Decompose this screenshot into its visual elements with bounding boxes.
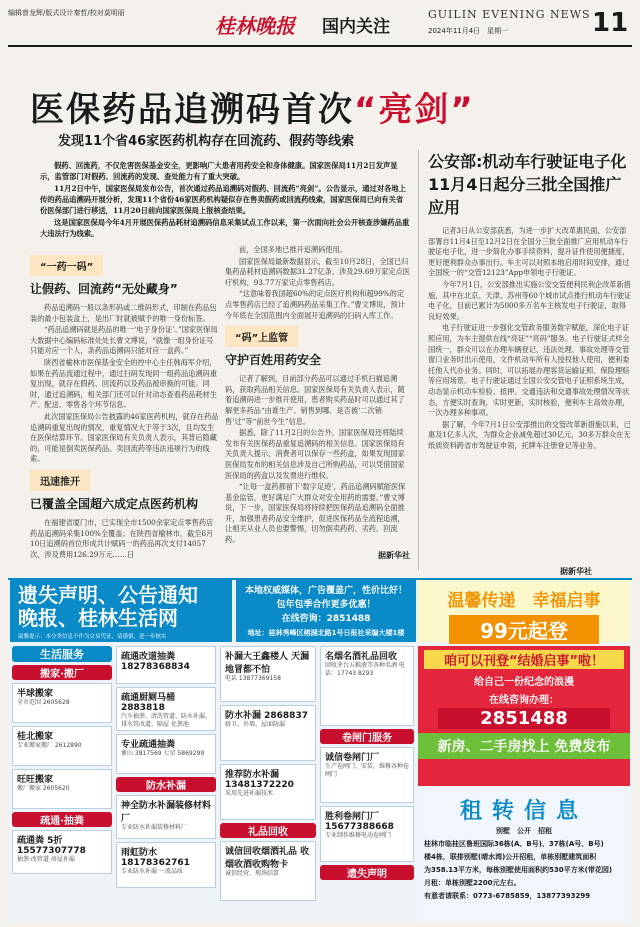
ad-detail: 专业防水补漏装修材料厂 [121,824,188,831]
ad-column-2 [116,646,216,888]
banner-notice: 温馨提示：本分类信息不作为交易凭证，请谨慎，进一步核实 [18,634,167,640]
ad-title: 半球搬家 [17,689,54,699]
lead-paragraph: 11月2日中午，国家医保局发布公告，首次通过药品追溯码对假药、回流药“亮剑”。公告显示，通过对各地上传的药品追溯码开展分析，发现11个省份46家医药机构疑似存在售卖假药或回流药线索，国家医保局已向有关省份医保部门进行移送，11月20日前向国家医保局上报核查结果。 [40,184,406,215]
ad-detail: 象山 3817569 七星 5869299 [121,750,205,757]
ad-card [320,646,414,726]
banner-address: 地址：桂林秀峰区榕湖北路1号日报社采编大楼1楼 [247,629,405,637]
editor-credits [8,6,125,18]
paragraph: 据了解，今年7月1日公安部推出的交管改革新措施以来，已惠及1亿多人次，为群众企业减免超过30亿元，30多万群众在无纸质资料跨省市驾驶证申领，托牌车注册登记等业务。 [428,419,631,450]
ad-detail: 采用先进补漏技术 [225,790,274,797]
ad-card [320,747,414,803]
banner-line: 本地权威媒体，广告覆盖广，性价比好！ [244,586,407,596]
classified-banner [10,580,232,642]
paragraph: 在福建省厦门市，已实现全市1500余家定点零售药店药品追溯码采集100%全覆盖；在陕西省榆林市，截至6月10日追溯码首位形成共计赋码一的药品再次支付14057次，涉及费用126.29万元……日 [30,517,214,559]
wedding-ad [418,646,630,786]
paragraph: 据悉，除了11月2日的公告外，国家医保局还将陆续发布有关医保药品重复追溯码的相关信息。国家医保局有关负责人提示，消费者可以保存一些药盒，如果发现国家医保局发布的相关信息涉及自己所购药品，可以凭借国家医保局的药盒以及发票进行维权。 [225,428,405,480]
wedding-line: 给自己一份纪念的浪漫 [474,677,574,688]
banner-line: 遗失声明、公告通知 [18,583,198,607]
page-number: 11 [592,8,629,38]
paragraph: 记者3日从公安部获悉，为进一步扩大改革惠民面，公安部部署自11月4日至12月2日在全国分三批全面推广应用机动车行驶证电子化，进一步简化办事手续资料，提升证件使用便捷度，更好便利群众办事出行。车主可以对照本地启用时间安排，通过全国统一的“交管12123”App申领电子行驶证。 [428,226,630,278]
side-article-title: 公安部:机动车行驶证电子化11月4日起分三批全国推广应用 [428,152,627,217]
side-article-credit: 据新华社 [560,567,592,576]
headline-text: 医保药品追溯码首次 [30,90,354,130]
ad-detail: 全市范围 2605628 [17,699,70,706]
article-column-2 [225,245,410,561]
paragraph: 记者了解到，目前部分药品可以通过手机扫描追溯码，获取药品相关信息。国家医保局有关负责人表示，随着追溯码进一步推开使用，患者购买药品时可以通过其了解更多药品“由谁生产、销售到哪、是否被‘二次销售’过”等“前世今生”信息。 [225,374,405,426]
banner-line: 温馨传递 幸福启事 [447,591,601,611]
ad-detail: 厨卫、外墙、屋面防漏 [225,721,286,728]
main-headline [30,82,475,131]
ad-title: 防水补漏 2868837 [225,711,308,721]
ad-info-banner [236,580,416,642]
paragraph: “这意味着我国超60%的定点医疗机构和超99%的定点零售药店已经了追溯码药品采集工作。”曹文博说，预计今年底在全国范围内全面展开追溯码的扫码入库工作。 [225,289,405,320]
rental-line: 月租：单栋别墅2200元左右。 [424,879,521,887]
ad-card [12,769,112,809]
life-services-column [12,646,112,874]
column-text [225,374,410,546]
paragraph: 药品追溯码一般以条形码或二维码形式，印制在药品包装的最小包装盒上，是出厂时就被赋予的唯一身份标签。 [30,303,217,323]
ad-card [220,705,316,761]
category-subheader: 遗失声明 [320,865,414,880]
paragraph: “让每一盒药都留下‘数字足迹’，药品追溯码赋能医保基金监管，更好满足广大群众对安全用药的需要。”曹文博说，下一步，国家医保局将持续把医保药品追溯码全面推开，加强患者药品安全维护，促进医保药品全流程追溯，让相关从业人员也要警惕，切勿倒卖药药、劣药、回流药。 [225,482,406,545]
ad-detail: 专业制作维修电动卷闸门 [325,832,392,839]
ad-detail: 诚信经营、现场结算 [225,870,280,877]
section-title: 国内关注 [322,17,390,37]
ad-detail: 回收茅台五粮液等各种名酒 电话：17743 8293 [325,662,405,677]
ad-title: 诚信回收烟酒礼品 收烟收酒收购物卡 [225,847,310,870]
category-subheader: 搬家·搬厂 [12,665,112,680]
ad-card [116,687,216,731]
ad-title: 旺旺搬家 [17,775,54,785]
rental-line: 有意者请联系：0773-6785859，13877393299 [424,892,591,900]
ad-detail: 专业搬家搬厂 2612890 [17,742,82,749]
ad-title: 推荐防水补漏 13481372220 [225,770,294,790]
rental-subtitle: 别墅 公开 招租 [496,827,552,835]
ad-title: 专业疏通抽粪 [121,740,176,750]
category-subheader: 卷闸门服务 [320,729,414,744]
headline-highlight: “亮剑” [354,90,475,130]
ad-column-4 [320,646,414,880]
column-text [30,518,220,560]
section-subtitle: 守护百姓用药安全 [225,353,322,368]
ad-card [220,764,316,820]
paragraph: 国家医保局最新数据显示，截至10月28日，全国已归集药品耗材追溯码数据31.27亿条，涉及29.69万家定点医疗机构，93.77万家定点零售药店。 [225,256,410,287]
category-subheader: 礼品回收 [220,823,316,838]
ad-title: 雨虹防水 18178362761 [121,848,190,868]
section-tag: “一药一码” [30,255,103,276]
section-tag: “码”上监管 [225,326,298,347]
side-article-body [428,226,633,452]
main-subhead: 发现11个省46家医药机构存在回流药、假药等线索 [58,134,355,149]
article-credit: 据新华社 [378,550,410,560]
column-text [225,245,410,321]
ad-title: 胜利卷闸门厂 15677388668 [325,812,394,832]
category-subheader: 防水补漏 [116,777,216,792]
lead-paragraphs [40,160,410,240]
ad-detail: 生产卷闸门、安装、维修各种卷闸门 [325,763,410,778]
issue-date: 2024年11月4日 星期一 [428,27,509,35]
ad-card [116,795,216,839]
rental-line: 桂林市临桂区鲁班国际36栋(A、B号)、37栋(A号、B号) [424,840,604,848]
banner-phone: 在线咨询：2851488 [281,614,371,624]
banner-price: 99元起登 [449,615,599,644]
section-tag: 迅速推开 [30,470,90,491]
paragraph: 今年7月1日，公安部推出实施公安交管便利民利企改革新措施，其中在北京、天津、苏州等60个城市试点推行机动车行驶证电子化，目前已累计为5000多万名车主核发电子行驶证，取得良好效果。 [428,279,632,321]
rental-title: 租转信息 [459,799,588,824]
ad-detail: 汽车抽粪、清洗管道、防水补漏、排水管改道、隔屋 化粪池 [121,713,212,728]
article-column-1 [30,255,220,561]
category-subheader: 疏通·抽粪 [12,812,112,827]
ad-card [116,842,216,888]
ad-title: 疏通厨厕马桶 2883818 [121,693,176,713]
ad-title: 疏通粪 5折 15577307778 [17,836,86,856]
wedding-phone: 2851488 [438,708,610,729]
rental-line: 为358.13平方米，每栋别墅使用面积约530平方米(带花园) [424,866,613,874]
column-divider [418,150,419,570]
section-subtitle: 让假药、回流药“无处藏身” [30,282,178,296]
wedding-line: 在线咨询办理： [489,695,559,706]
wedding-notice-banner [418,580,630,642]
lead-paragraph: 这是国家医保局今年4月开展医保药品耗材追溯码信息采集试点工作以来，第一次面向社会公开核查涉嫌药品重大违法行为线索。 [40,218,410,238]
ad-title: 神全防水补漏装修材料厂 [121,801,212,824]
lead-paragraph: 假药、回流药，不仅危害医保基金安全，更影响广大患者用药安全和身体健康。国家医保局11月2日发声显示，监管部门对假药、回流药的发现、查处能力有了重大突破。 [40,161,398,181]
paragraph: “药品追溯码就是药品的唯一‘电子身份证’。”国家医保局大数据中心编码标准处处长曹文博说，“就像一组身份证号只能对应一个人，条药品追溯码只能对应一盒药。” [30,325,218,356]
ad-title: 诚信卷闸门厂 [325,753,380,763]
ad-card [220,646,316,702]
newspaper-en-name: GUILIN EVENING NEWS [428,8,591,21]
housing-ad-banner: 新房、二手房找上 免费发布 [418,733,630,759]
paragraph: 此次国家医保局公告披露的46家医药机构，就存在药品追溯码重复出现的情况，重复情况大于等于3次，且均发生在医保结算环节。国家医保局有关负责人表示，其背后隐藏的，可能是倒卖医保药品、卖回流药等违法违规行为的线索。 [30,411,219,464]
newspaper-logo: 桂林晚报 [215,14,295,38]
ad-card [116,646,216,684]
ad-title: 疏通改道抽粪 18278368834 [121,652,190,672]
paragraph: 前，全国多地已推开追溯码使用。 [239,245,347,254]
ad-detail: 搬厂搬家 2605620 [17,785,70,792]
ad-card [12,683,112,723]
ad-card [12,726,112,766]
ad-column-3 [220,646,316,901]
rental-info-ad [418,790,630,922]
editor-line: 编辑曾龙辉/版式设计秦哲/校对莫明丽 [8,9,125,17]
wedding-headline: 咱可以刊登“结婚启事”啦！ [424,650,624,669]
ad-card [12,830,112,874]
column-text [30,303,220,465]
ad-detail: 电话 13877369158 [225,675,281,682]
category-header: 生活服务 [12,646,112,662]
banner-line: 晚报、桂林生活网 [18,606,178,630]
ad-detail: 抽粪·改管道·房屋补漏 [17,856,75,863]
ad-card [220,841,316,901]
ad-title: 名烟名酒礼品回收 [325,652,398,662]
ad-detail: 专业防水补漏 一流品质 [121,868,183,875]
banner-line: 包年包季合作更多优惠！ [276,600,376,610]
paragraph: 陕西省榆林市医保基金安全的控中心主任韩海军介绍，如果在药品流通过程中，通过扫码发现同一组药品追溯码重复出现，就存在假药、回流药以及药品被串换的可能。同时，通过追溯码，相关部门还可以针对动态查看药品耗材生产、配送、零售各个环节信息。 [30,357,217,410]
paragraph: 电子行驶证进一步强化交管政务服务数字赋能，深化电子证照应用，为车主提供在线“亮证”“亮码”服务。电子行驶证式样全国统一，群众可以在办理车辆登记、违法处理、事故处理等交管窗口业务时出示使用，文件机动车所有人授权他人使用，便利委托他人代办业务。同时，可以拓展办理客货运输证照、保险理赔等应用场景。电子行驶证通过全国公安交管电子证照系统生成，动态显示机动车检验、抵押、交通违法和交通事故处理情况等状态，方便实时查询，实时更新，实时核验，便利车主高效办理，一次办理多种事项。 [428,323,630,418]
ad-card [116,734,216,774]
header-divider [8,45,632,47]
rental-line: 楼4栋，联排别墅(晴水湾)公开招租，单栋别墅建筑面积 [424,853,597,861]
ad-title: 补漏大王鑫楼人 天漏地冒都不怕 [225,652,310,675]
section-subtitle: 已覆盖全国超六成定点医药机构 [30,496,199,511]
ad-card [320,806,414,862]
ad-title: 桂北搬家 [17,732,54,742]
